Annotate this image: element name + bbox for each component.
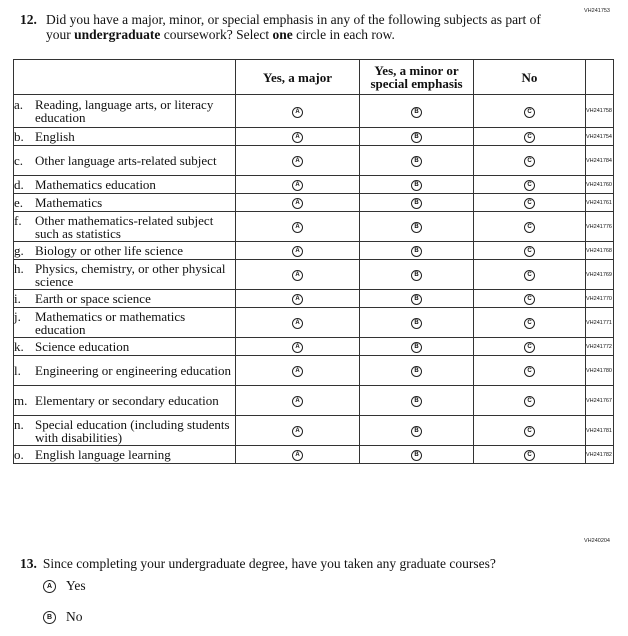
table-row bbox=[14, 290, 614, 308]
subject-cell bbox=[14, 386, 236, 416]
row-code: VH241758 bbox=[586, 95, 614, 128]
cell-minor bbox=[360, 176, 474, 194]
question-13-number: 13. bbox=[20, 556, 37, 571]
row-label: Engineering or engineering education bbox=[35, 363, 232, 378]
row-label: Physics, chemistry, or other physical science bbox=[35, 260, 226, 289]
row-label: Mathematics education bbox=[35, 177, 156, 192]
cell-minor bbox=[360, 308, 474, 338]
cell-no bbox=[474, 308, 586, 338]
row-letter: a. bbox=[14, 97, 24, 112]
table-row bbox=[14, 386, 614, 416]
cell-major bbox=[236, 212, 360, 242]
row-label: Special education (including students with disabilities) bbox=[35, 416, 230, 445]
radio-circle-icon[interactable] bbox=[292, 318, 303, 329]
radio-circle-icon[interactable] bbox=[411, 222, 422, 233]
row-label: Mathematics or mathematics education bbox=[35, 308, 186, 337]
cell-no bbox=[474, 386, 586, 416]
cell-major bbox=[236, 128, 360, 146]
cell-major bbox=[236, 386, 360, 416]
radio-circle-icon[interactable] bbox=[524, 180, 535, 191]
row-letter: g. bbox=[14, 243, 24, 258]
option-no[interactable] bbox=[43, 609, 83, 625]
row-code: VH241768 bbox=[586, 242, 614, 260]
row-label: Reading, language arts, or literacy education bbox=[35, 97, 214, 125]
cell-major bbox=[236, 242, 360, 260]
subject-cell bbox=[14, 128, 236, 146]
row-letter: c. bbox=[14, 153, 24, 168]
row-label: Elementary or secondary education bbox=[35, 393, 219, 408]
radio-circle-icon[interactable] bbox=[292, 342, 303, 353]
row-letter: i. bbox=[14, 291, 21, 306]
table-row bbox=[14, 338, 614, 356]
row-code: VH241776 bbox=[586, 212, 614, 242]
header-minor: Yes, a minor or special emphasis bbox=[360, 60, 474, 95]
row-letter: f. bbox=[14, 212, 22, 228]
table-row bbox=[14, 176, 614, 194]
row-letter: k. bbox=[14, 339, 24, 354]
radio-circle-icon[interactable] bbox=[411, 450, 422, 461]
row-code: VH241770 bbox=[586, 290, 614, 308]
cell-major bbox=[236, 194, 360, 212]
row-label: English bbox=[35, 129, 75, 144]
radio-circle-icon[interactable] bbox=[43, 580, 56, 593]
radio-circle-icon[interactable] bbox=[524, 107, 535, 118]
question-13-code: VH240204 bbox=[584, 538, 610, 544]
row-label: Biology or other life science bbox=[35, 243, 184, 258]
row-label: English language learning bbox=[35, 447, 171, 462]
table-row bbox=[14, 95, 614, 128]
cell-minor bbox=[360, 146, 474, 176]
radio-circle-icon[interactable] bbox=[411, 426, 422, 437]
cell-no bbox=[474, 146, 586, 176]
cell-no bbox=[474, 194, 586, 212]
cell-no bbox=[474, 446, 586, 464]
subject-grid bbox=[13, 59, 614, 464]
radio-circle-icon[interactable] bbox=[411, 107, 422, 118]
cell-no bbox=[474, 95, 586, 128]
cell-minor bbox=[360, 194, 474, 212]
subject-cell bbox=[14, 242, 236, 260]
radio-circle-icon[interactable] bbox=[411, 294, 422, 305]
cell-no bbox=[474, 416, 586, 446]
radio-circle-icon[interactable] bbox=[411, 132, 422, 143]
radio-circle-icon[interactable] bbox=[292, 222, 303, 233]
row-code: VH241784 bbox=[586, 146, 614, 176]
radio-circle-icon[interactable] bbox=[524, 426, 535, 437]
radio-circle-icon[interactable] bbox=[292, 132, 303, 143]
radio-circle-icon[interactable] bbox=[411, 198, 422, 209]
row-code: VH241760 bbox=[586, 176, 614, 194]
table-row bbox=[14, 146, 614, 176]
radio-circle-icon[interactable] bbox=[292, 180, 303, 191]
radio-circle-icon[interactable] bbox=[411, 396, 422, 407]
header-no: No bbox=[474, 60, 586, 95]
row-code: VH241754 bbox=[586, 128, 614, 146]
row-label: Mathematics bbox=[35, 195, 103, 210]
radio-circle-icon[interactable] bbox=[524, 246, 535, 257]
header-code bbox=[586, 60, 614, 95]
row-letter: d. bbox=[14, 177, 24, 192]
radio-circle-icon[interactable] bbox=[411, 342, 422, 353]
header-subject bbox=[14, 60, 236, 95]
radio-circle-icon[interactable] bbox=[292, 294, 303, 305]
subject-cell bbox=[14, 176, 236, 194]
radio-circle-icon[interactable] bbox=[43, 611, 56, 624]
radio-circle-icon[interactable] bbox=[292, 366, 303, 377]
cell-major bbox=[236, 260, 360, 290]
row-letter: o. bbox=[14, 447, 24, 462]
subject-cell bbox=[14, 308, 236, 338]
radio-circle-icon[interactable] bbox=[292, 396, 303, 407]
row-code: VH241767 bbox=[586, 386, 614, 416]
row-label: Other mathematics-related subject such as statistics bbox=[35, 212, 214, 241]
radio-circle-icon[interactable] bbox=[292, 450, 303, 461]
cell-minor bbox=[360, 386, 474, 416]
table-row bbox=[14, 128, 614, 146]
row-code: VH241782 bbox=[586, 446, 614, 464]
radio-circle-icon[interactable] bbox=[292, 270, 303, 281]
cell-major bbox=[236, 356, 360, 386]
radio-circle-icon[interactable] bbox=[411, 270, 422, 281]
cell-minor bbox=[360, 356, 474, 386]
question-13-text: Since completing your undergraduate degree, have you taken any graduate courses? bbox=[42, 556, 496, 571]
cell-major bbox=[236, 176, 360, 194]
row-label: Earth or space science bbox=[35, 291, 151, 306]
radio-circle-icon[interactable] bbox=[524, 342, 535, 353]
question-12-code: VH241753 bbox=[584, 8, 610, 14]
row-label: Other language arts-related subject bbox=[35, 153, 217, 168]
radio-circle-icon[interactable] bbox=[411, 180, 422, 191]
row-code: VH241772 bbox=[586, 338, 614, 356]
subject-cell bbox=[14, 446, 236, 464]
row-letter: j. bbox=[14, 308, 21, 324]
radio-circle-icon[interactable] bbox=[524, 270, 535, 281]
cell-no bbox=[474, 356, 586, 386]
option-no-label: No bbox=[66, 609, 83, 624]
radio-circle-icon[interactable] bbox=[292, 156, 303, 167]
cell-major bbox=[236, 95, 360, 128]
cell-minor bbox=[360, 338, 474, 356]
row-letter: h. bbox=[14, 260, 24, 276]
radio-circle-icon[interactable] bbox=[292, 426, 303, 437]
radio-circle-icon[interactable] bbox=[524, 396, 535, 407]
radio-circle-icon[interactable] bbox=[524, 294, 535, 305]
subject-cell bbox=[14, 260, 236, 290]
cell-no bbox=[474, 290, 586, 308]
subject-cell bbox=[14, 290, 236, 308]
cell-no bbox=[474, 176, 586, 194]
question-12-text: Did you have a major, minor, or special emphasis in any of the following subjects as part of your undergraduate coursework? Select one circle in each row. bbox=[46, 12, 541, 42]
table-row bbox=[14, 194, 614, 212]
cell-minor bbox=[360, 290, 474, 308]
subject-cell bbox=[14, 146, 236, 176]
radio-circle-icon[interactable] bbox=[292, 198, 303, 209]
subject-cell bbox=[14, 194, 236, 212]
cell-minor bbox=[360, 242, 474, 260]
option-yes[interactable] bbox=[43, 578, 86, 594]
row-letter: m. bbox=[14, 393, 28, 408]
table-row bbox=[14, 308, 614, 338]
row-letter: n. bbox=[14, 416, 24, 432]
radio-circle-icon[interactable] bbox=[524, 198, 535, 209]
cell-major bbox=[236, 446, 360, 464]
cell-no bbox=[474, 212, 586, 242]
radio-circle-icon[interactable] bbox=[524, 366, 535, 377]
table-row bbox=[14, 446, 614, 464]
subject-cell bbox=[14, 416, 236, 446]
row-letter: b. bbox=[14, 129, 24, 144]
cell-major bbox=[236, 290, 360, 308]
cell-major bbox=[236, 146, 360, 176]
option-yes-label: Yes bbox=[66, 578, 86, 593]
subject-cell bbox=[14, 356, 236, 386]
row-letter: l. bbox=[14, 363, 21, 378]
cell-no bbox=[474, 128, 586, 146]
radio-circle-icon[interactable] bbox=[524, 222, 535, 233]
cell-minor bbox=[360, 416, 474, 446]
table-row bbox=[14, 260, 614, 290]
table-row bbox=[14, 416, 614, 446]
grid-header-row bbox=[14, 60, 614, 95]
radio-circle-icon[interactable] bbox=[292, 107, 303, 118]
row-code: VH241780 bbox=[586, 356, 614, 386]
radio-circle-icon[interactable] bbox=[411, 318, 422, 329]
cell-no bbox=[474, 242, 586, 260]
subject-cell bbox=[14, 212, 236, 242]
question-12 bbox=[20, 12, 560, 42]
radio-circle-icon[interactable] bbox=[524, 450, 535, 461]
cell-major bbox=[236, 308, 360, 338]
table-row bbox=[14, 242, 614, 260]
radio-circle-icon[interactable] bbox=[411, 366, 422, 377]
cell-major bbox=[236, 416, 360, 446]
row-code: VH241769 bbox=[586, 260, 614, 290]
cell-minor bbox=[360, 212, 474, 242]
row-letter: e. bbox=[14, 195, 24, 210]
radio-circle-icon[interactable] bbox=[292, 246, 303, 257]
row-code: VH241761 bbox=[586, 194, 614, 212]
cell-minor bbox=[360, 128, 474, 146]
radio-circle-icon[interactable] bbox=[524, 318, 535, 329]
cell-major bbox=[236, 338, 360, 356]
radio-circle-icon[interactable] bbox=[524, 132, 535, 143]
table-row bbox=[14, 212, 614, 242]
cell-minor bbox=[360, 95, 474, 128]
cell-no bbox=[474, 260, 586, 290]
subject-cell bbox=[14, 338, 236, 356]
radio-circle-icon[interactable] bbox=[524, 156, 535, 167]
subject-cell bbox=[14, 95, 236, 128]
question-13 bbox=[20, 556, 496, 572]
row-label: Science education bbox=[35, 339, 130, 354]
radio-circle-icon[interactable] bbox=[411, 156, 422, 167]
table-row bbox=[14, 356, 614, 386]
cell-no bbox=[474, 338, 586, 356]
cell-minor bbox=[360, 446, 474, 464]
row-code: VH241781 bbox=[586, 416, 614, 446]
radio-circle-icon[interactable] bbox=[411, 246, 422, 257]
question-12-number: 12. bbox=[20, 12, 37, 27]
header-major: Yes, a major bbox=[236, 60, 360, 95]
cell-minor bbox=[360, 260, 474, 290]
row-code: VH241771 bbox=[586, 308, 614, 338]
